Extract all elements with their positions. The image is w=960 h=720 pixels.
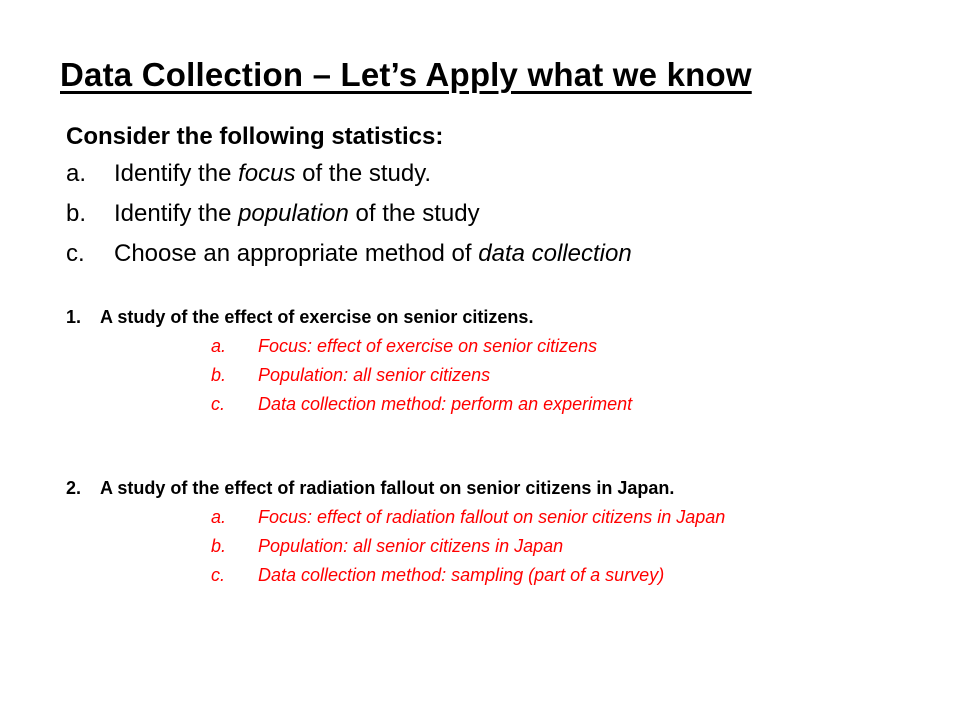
answer-text: Data collection method: sampling (part of a survey) xyxy=(258,565,665,585)
answer-text: Data collection method: perform an experiment xyxy=(258,394,633,414)
answer-marker: c. xyxy=(211,394,226,414)
task-emphasis: data collection xyxy=(478,240,632,267)
answer-marker: c. xyxy=(211,565,226,585)
study-answers xyxy=(66,332,946,419)
answer-method xyxy=(211,390,946,419)
task-marker: a. xyxy=(66,160,87,187)
answer-marker: b. xyxy=(211,536,227,556)
task-item-population xyxy=(66,194,926,234)
answer-text: Population: all senior citizens in Japan xyxy=(258,536,564,556)
answer-method xyxy=(211,561,946,590)
answer-text: Focus: effect of radiation fallout on senior citizens in Japan xyxy=(258,507,726,527)
study-question xyxy=(66,302,946,332)
study-answers xyxy=(66,503,946,590)
intro-heading: Consider the following statistics: xyxy=(66,123,444,150)
task-marker: c. xyxy=(66,240,85,267)
task-item-method xyxy=(66,234,926,274)
slide-title: Data Collection – Let’s Apply what we know xyxy=(60,56,752,93)
task-text: Identify the xyxy=(114,160,239,187)
study-question-text: A study of the effect of exercise on senior citizens. xyxy=(100,307,534,327)
task-marker: b. xyxy=(66,200,87,227)
study-question xyxy=(66,473,946,503)
study-question-text: A study of the effect of radiation fallout on senior citizens in Japan. xyxy=(100,478,675,498)
answer-marker: a. xyxy=(211,336,227,356)
answer-marker: a. xyxy=(211,507,227,527)
task-emphasis: focus xyxy=(238,160,296,187)
answer-marker: b. xyxy=(211,365,227,385)
task-text-end: of the study xyxy=(348,200,480,227)
study-number: 2. xyxy=(66,478,82,498)
answer-population xyxy=(211,532,946,561)
intro-section xyxy=(66,120,926,274)
answer-text: Focus: effect of exercise on senior citizens xyxy=(258,336,598,356)
answer-focus xyxy=(211,332,946,361)
task-emphasis: population xyxy=(238,200,349,227)
answer-population xyxy=(211,361,946,390)
study-1 xyxy=(66,302,946,419)
task-text-end: of the study. xyxy=(295,160,432,187)
task-text: Identify the xyxy=(114,200,239,227)
study-2 xyxy=(66,473,946,590)
task-item-focus xyxy=(66,154,926,194)
study-number: 1. xyxy=(66,307,82,327)
answer-text: Population: all senior citizens xyxy=(258,365,491,385)
task-text: Choose an appropriate method of xyxy=(114,240,479,267)
task-list xyxy=(66,154,926,274)
answer-focus xyxy=(211,503,946,532)
